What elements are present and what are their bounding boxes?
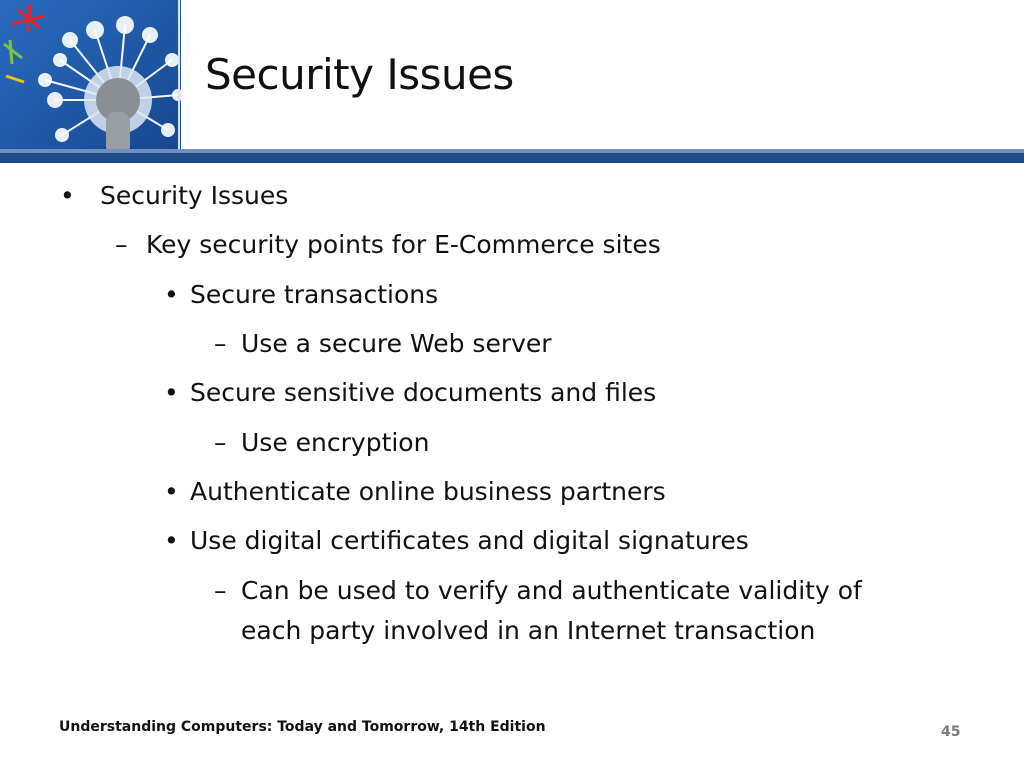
bullet-level-3: Secure sensitive documents and files (190, 378, 657, 407)
bullet-marker: • (164, 378, 179, 407)
bullet-level-3: Authenticate online business partners (190, 477, 666, 506)
dash-marker: – (214, 428, 227, 457)
bullet-level-4: Use a secure Web server (241, 329, 552, 358)
bullet-level-4: Use encryption (241, 428, 430, 457)
slide-title: Security Issues (205, 50, 514, 99)
bullet-marker: • (60, 181, 75, 210)
bullet-marker: • (164, 280, 179, 309)
bullet-level-2: Key security points for E-Commerce sites (146, 230, 661, 259)
bullet-level-4-continuation: each party involved in an Internet transaction (241, 616, 816, 645)
bullet-level-4: Can be used to verify and authenticate validity of (241, 576, 862, 605)
footer-source: Understanding Computers: Today and Tomorrow, 14th Edition (59, 719, 546, 735)
page-number: 45 (941, 724, 961, 740)
bullet-level-3: Secure transactions (190, 280, 439, 309)
bullet-marker: • (164, 477, 179, 506)
bullet-marker: • (164, 526, 179, 555)
dash-marker: – (214, 329, 227, 358)
bullet-level-1: Security Issues (100, 181, 289, 210)
dash-marker: – (214, 576, 227, 605)
dash-marker: – (115, 230, 128, 259)
bullet-level-3: Use digital certificates and digital signatures (190, 526, 749, 555)
